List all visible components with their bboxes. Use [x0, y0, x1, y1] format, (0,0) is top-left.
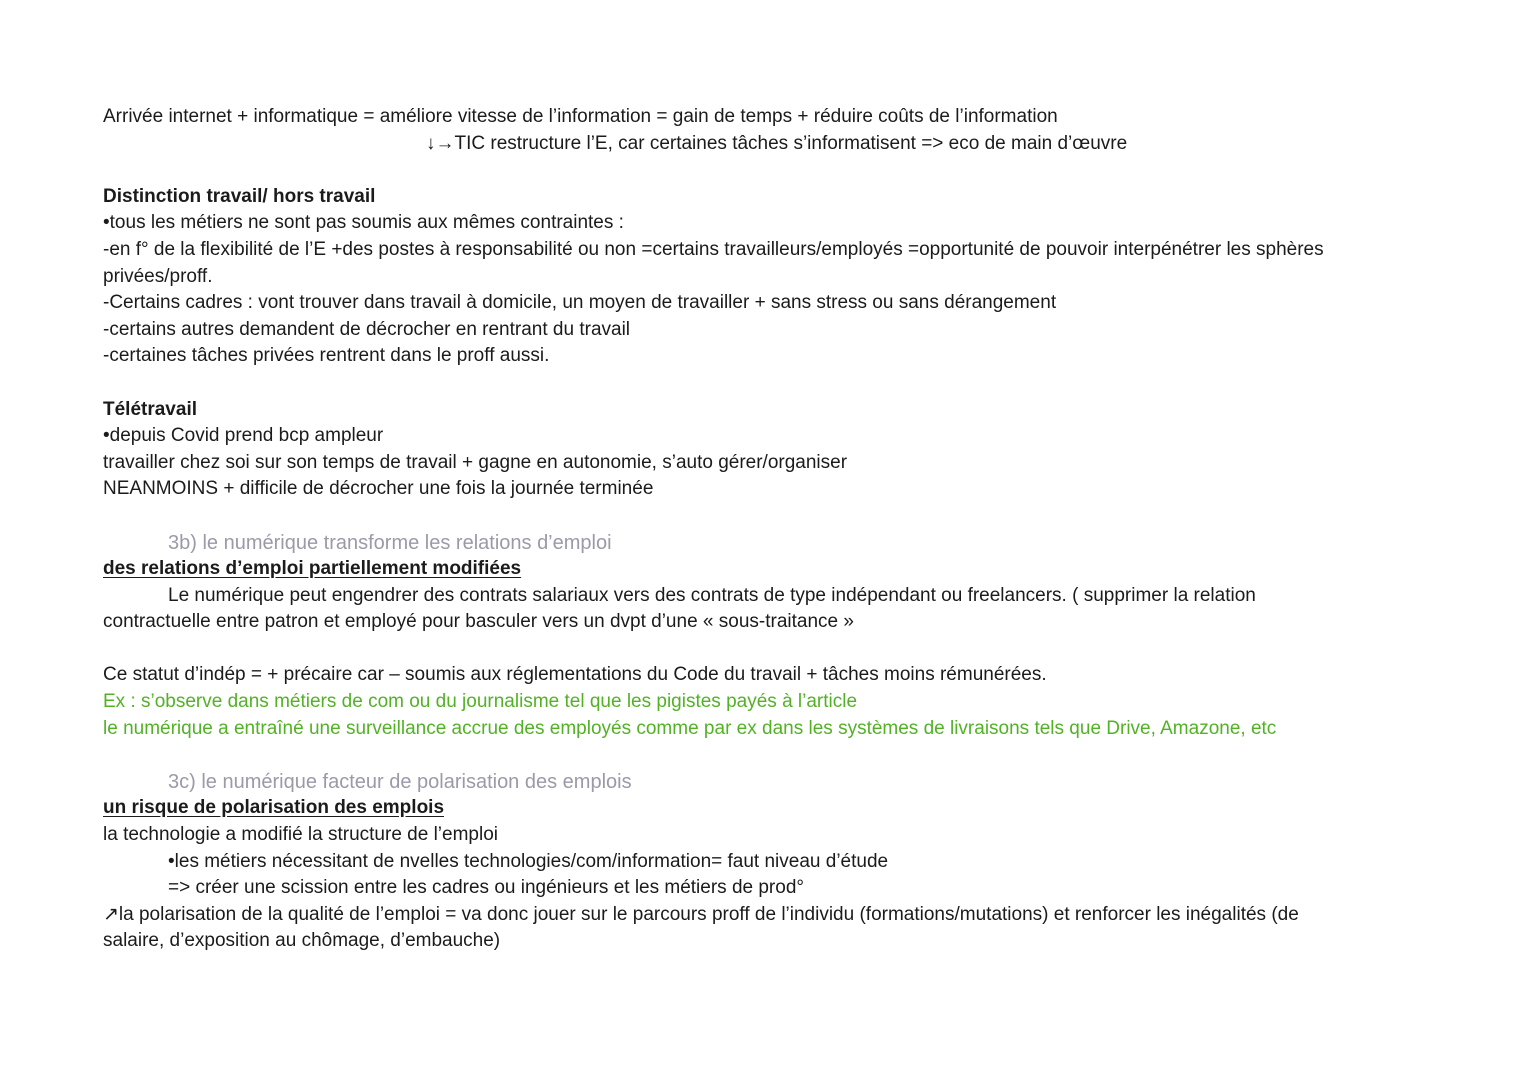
intro-line-1: Arrivée internet + informatique = améliore vitesse de l’information = gain de temps + réduire coûts de l’information — [103, 106, 1058, 127]
distinction-paragraph-1: -en f° de la flexibilité de l’E +des postes à responsabilité ou non =certains travailleurs/employés =opportunité de pouvoir interpénétrer les sphères privées/proff. — [103, 238, 1324, 287]
spacer — [103, 742, 1423, 769]
distinction-paragraph-3: -certains autres demandent de décrocher en rentrant du travail — [103, 318, 631, 340]
intro-line-2: ↓→TIC restructure l’E, car certaines tâches s’informatisent => eco de main d’œuvre — [426, 132, 1128, 154]
distinction-paragraph-4: -certaines tâches privées rentrent dans le proff aussi. — [103, 345, 550, 367]
section-3b-subheading: des relations d’emploi partiellement modifiées — [103, 558, 522, 580]
distinction-bullet: •tous les métiers ne sont pas soumis aux mêmes contraintes : — [103, 212, 624, 234]
spacer — [103, 370, 1423, 397]
section-3c-title: 3c) le numérique facteur de polarisation des emplois — [168, 770, 632, 793]
section-3c-paragraph-2a: ↗la polarisation de la qualité de l’emploi = va donc jouer sur le parcours proff de l’individu (formations/mutations) et renforcer les inégalités (de — [103, 903, 1299, 925]
spacer — [103, 157, 1423, 184]
teletravail-paragraph-1: travailler chez soi sur son temps de travail + gagne en autonomie, s’auto gérer/organiser — [103, 451, 848, 473]
section-3c-bullet-2: => créer une scission entre les cadres ou ingénieurs et les métiers de prod° — [168, 877, 804, 899]
section-3b-paragraph-1b: contractuelle entre patron et employé pour basculer vers un dvpt d’une « sous-traitance » — [103, 611, 854, 633]
section-3c-bullet-1: •les métiers nécessitant de nvelles technologies/com/information= faut niveau d’étude — [168, 850, 889, 872]
section-3b-paragraph-1a: Le numérique peut engendrer des contrats salariaux vers des contrats de type indépendant ou freelancers. ( supprimer la relation — [168, 584, 1256, 606]
section-3c-paragraph-2b: salaire, d’exposition au chômage, d’embauche) — [103, 930, 501, 952]
section-3b-example-1: Ex : s’observe dans métiers de com ou du journalisme tel que les pigistes payés à l’article — [103, 691, 858, 713]
notes-page — [103, 104, 1423, 955]
teletravail-paragraph-2: NEANMOINS + difficile de décrocher une fois la journée terminée — [103, 478, 654, 500]
spacer — [103, 636, 1423, 663]
section-3c-subheading: un risque de polarisation des emplois — [103, 797, 445, 819]
section-3b-title: 3b) le numérique transforme les relations d’emploi — [168, 531, 612, 554]
distinction-heading: Distinction travail/ hors travail — [103, 185, 376, 207]
section-3c-paragraph-1: la technologie a modifié la structure de l’emploi — [103, 824, 498, 846]
section-3b-example-2: le numérique a entraîné une surveillance accrue des employés comme par ex dans les systèmes de livraisons tels que Drive, Amazone, etc — [103, 717, 1277, 739]
section-3b-paragraph-2: Ce statut d’indép = + précaire car – soumis aux réglementations du Code du travail + tâches moins rémunérées. — [103, 664, 1047, 686]
spacer — [103, 503, 1423, 530]
distinction-paragraph-2: -Certains cadres : vont trouver dans travail à domicile, un moyen de travailler + sans stress ou sans dérangement — [103, 292, 1057, 314]
teletravail-heading: Télétravail — [103, 398, 197, 420]
teletravail-bullet: •depuis Covid prend bcp ampleur — [103, 425, 384, 447]
